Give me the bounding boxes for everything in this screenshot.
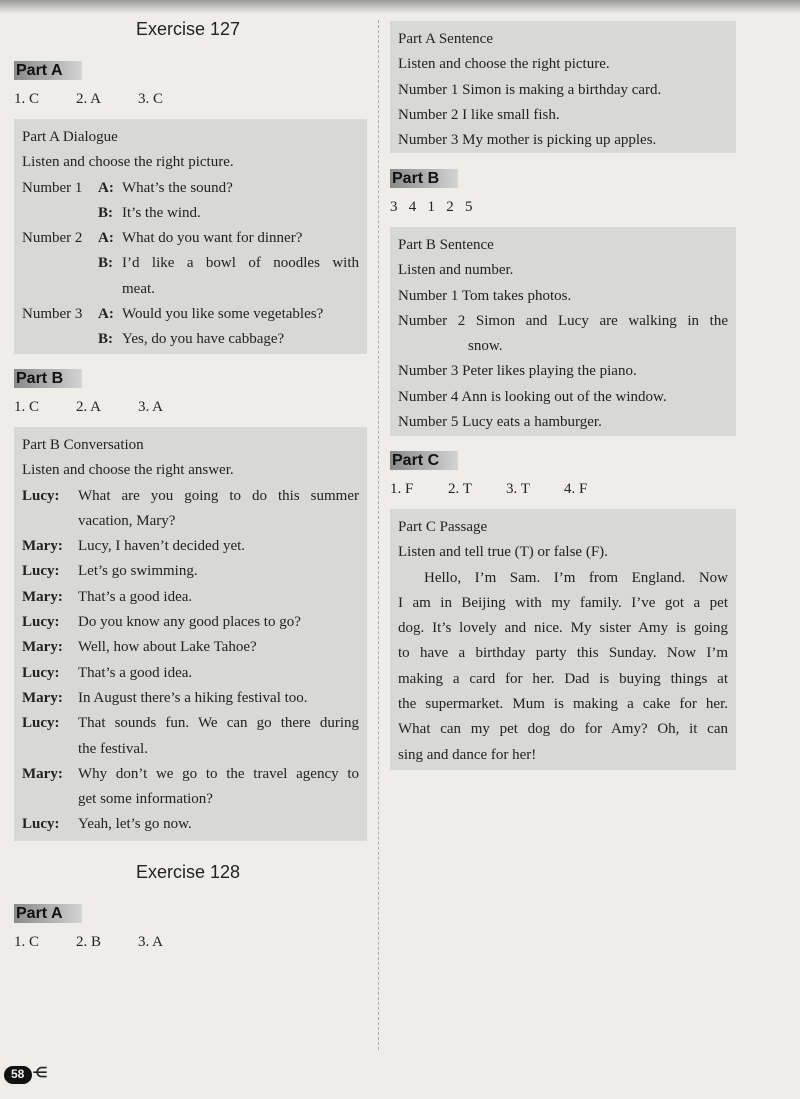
sentence-line: Number 5 Lucy eats a hamburger.	[398, 414, 602, 431]
answer: 2. A	[76, 91, 102, 107]
speaker: Lucy:	[22, 563, 60, 580]
conversation-line	[22, 509, 359, 534]
line-text: get some information?	[78, 791, 213, 808]
line-text: Do you know any good places to go?	[78, 614, 301, 631]
part-a-answers	[14, 91, 163, 108]
speaker: B:	[98, 204, 113, 221]
conversation-line	[22, 812, 359, 837]
conversation-line	[22, 787, 359, 812]
part-b-answers: 3 4 1 2 5	[390, 199, 473, 215]
line-text: Lucy, I haven’t decided yet.	[78, 538, 246, 555]
dialogue-line	[22, 176, 359, 201]
speaker	[22, 509, 78, 534]
passage-line: to have a birthday party this Sunday. Now I’m	[398, 645, 728, 662]
sound-waves-icon: ⋲	[33, 1064, 47, 1080]
speaker: Mary:	[22, 765, 63, 782]
conversation-line	[22, 737, 359, 762]
part-a-sentence-box	[390, 21, 736, 153]
sentence-line: Number 1 Simon is making a birthday card.	[398, 81, 662, 98]
conversation-line	[22, 711, 359, 736]
sentence-line: Number 2 Simon and Lucy are walking in the	[398, 312, 728, 329]
part-b-sentence-box	[390, 227, 736, 436]
answer: 2. B	[76, 934, 102, 950]
line-text: That’s a good idea.	[78, 588, 193, 605]
instruction: Listen and choose the right picture.	[22, 154, 234, 171]
answer: 3. C	[138, 91, 164, 107]
passage-line: sing and dance for her!	[398, 746, 537, 763]
line-text: Let’s go swimming.	[78, 563, 198, 580]
speaker: Mary:	[22, 689, 63, 706]
answer: 1. C	[14, 91, 40, 107]
part-b-answers	[14, 399, 163, 416]
passage-line: I am in Beijing with my family. I’ve got a pet	[398, 594, 728, 611]
conversation-line	[22, 762, 359, 787]
exercise-127-title: Exercise 127	[136, 19, 241, 39]
speaker: A:	[98, 306, 114, 323]
answer: 1. C	[14, 399, 40, 415]
line-text: It’s the wind.	[122, 204, 201, 221]
answer: 3. A	[138, 399, 164, 415]
line-text: Well, how about Lake Tahoe?	[78, 639, 257, 656]
part-a-dialogue-box	[14, 119, 367, 354]
page-top-shadow	[0, 0, 800, 14]
conversation-line	[22, 661, 359, 686]
sentence-line: snow.	[468, 338, 503, 355]
dialogue-line	[22, 226, 359, 251]
speaker: Lucy:	[22, 816, 60, 833]
conversation-line	[22, 585, 359, 610]
speaker: A:	[98, 230, 114, 247]
line-text: I’d like a bowl of noodles with	[122, 255, 359, 272]
exercise-128-part-a-answers	[14, 934, 163, 951]
column-divider	[378, 20, 379, 1050]
line-text: vacation, Mary?	[78, 512, 176, 529]
number-label: Number 2	[22, 230, 83, 247]
box-title: Part B Conversation	[22, 437, 144, 453]
dialogue-line	[22, 327, 359, 352]
speaker: Mary:	[22, 588, 63, 605]
speaker	[98, 277, 122, 302]
instruction: Listen and tell true (T) or false (F).	[398, 544, 608, 561]
part-b-label: Part B	[14, 369, 82, 388]
part-a-label: Part A	[14, 904, 82, 923]
line-text: Would you like some vegetables?	[122, 306, 324, 323]
conversation-line	[22, 610, 359, 635]
number-label	[22, 201, 98, 226]
conversation-line	[22, 559, 359, 584]
number-label	[22, 327, 98, 352]
box-title: Part A Sentence	[398, 31, 493, 47]
passage-line: dog. It’s lovely and nice. My sister Amy is going	[398, 620, 728, 637]
sentence-line: Listen and number.	[398, 262, 514, 279]
part-a-label: Part A	[14, 61, 82, 80]
speaker: Mary:	[22, 639, 63, 656]
number-label: Number 3	[22, 306, 83, 323]
speaker: Lucy:	[22, 715, 60, 732]
part-c-passage-box	[390, 509, 736, 770]
speaker: Lucy:	[22, 614, 60, 631]
passage-line: the supermarket. Mum is making a cake for her.	[398, 696, 728, 713]
part-b-conversation-box	[14, 427, 367, 841]
line-text: In August there’s a hiking festival too.	[78, 689, 308, 706]
speaker: Lucy:	[22, 487, 60, 504]
part-b-label: Part B	[390, 169, 458, 188]
line-text: Yeah, let’s go now.	[78, 816, 192, 833]
line-text: Why don’t we go to the travel agency to	[78, 765, 359, 782]
instruction: Listen and choose the right answer.	[22, 462, 234, 479]
speaker: Lucy:	[22, 664, 60, 681]
page-number: 58	[11, 1067, 25, 1081]
sentence-line: Number 2 I like small fish.	[398, 106, 560, 123]
answer: 1. C	[14, 934, 40, 950]
dialogue-line	[22, 302, 359, 327]
sentence-line: Number 4 Ann is looking out of the window.	[398, 388, 667, 405]
dialogue-line	[22, 251, 359, 276]
number-label	[22, 277, 98, 302]
answer: 1. F	[390, 481, 414, 497]
speaker: A:	[98, 179, 114, 196]
exercise-128-title: Exercise 128	[136, 862, 241, 882]
passage-line: Hello, I’m Sam. I’m from England. Now	[424, 569, 728, 586]
conversation-line	[22, 635, 359, 660]
answer: 4. F	[564, 481, 588, 497]
line-text: That sounds fun. We can go there during	[78, 715, 359, 732]
line-text: Yes, do you have cabbage?	[122, 331, 285, 348]
part-c-answers	[390, 481, 587, 498]
box-title: Part C Passage	[398, 519, 488, 535]
dialogue-line	[22, 201, 359, 226]
speaker	[22, 737, 78, 762]
sentence-line: Number 3 My mother is picking up apples.	[398, 132, 657, 149]
line-text: the festival.	[78, 740, 148, 757]
answer: 2. A	[76, 399, 102, 415]
speaker: B:	[98, 331, 113, 348]
box-title: Part A Dialogue	[22, 129, 118, 145]
speaker	[22, 787, 78, 812]
passage-line: What can my pet dog do for Amy? Oh, it can	[398, 721, 728, 738]
line-text: meat.	[122, 280, 155, 297]
conversation-line	[22, 484, 359, 509]
part-c-label: Part C	[390, 451, 458, 470]
number-label: Number 1	[22, 179, 83, 196]
sentence-line: Number 1 Tom takes photos.	[398, 287, 572, 304]
dialogue-line	[22, 277, 359, 302]
conversation-line	[22, 686, 359, 711]
answer: 3. T	[506, 481, 530, 497]
answer: 3. A	[138, 934, 164, 950]
line-text: What are you going to do this summer	[78, 487, 359, 504]
speaker: B:	[98, 255, 113, 272]
box-title: Part B Sentence	[398, 237, 494, 253]
speaker: Mary:	[22, 538, 63, 555]
line-text: What’s the sound?	[122, 179, 233, 196]
answer: 2. T	[448, 481, 472, 497]
line-text: That’s a good idea.	[78, 664, 193, 681]
page-number-badge	[2, 1062, 47, 1088]
sentence-line: Number 3 Peter likes playing the piano.	[398, 363, 637, 380]
line-text: What do you want for dinner?	[122, 230, 303, 247]
conversation-line	[22, 534, 359, 559]
number-label	[22, 251, 98, 276]
sentence-line: Listen and choose the right picture.	[398, 56, 610, 73]
passage-line: making a card for her. Dad is buying things at	[398, 670, 728, 687]
